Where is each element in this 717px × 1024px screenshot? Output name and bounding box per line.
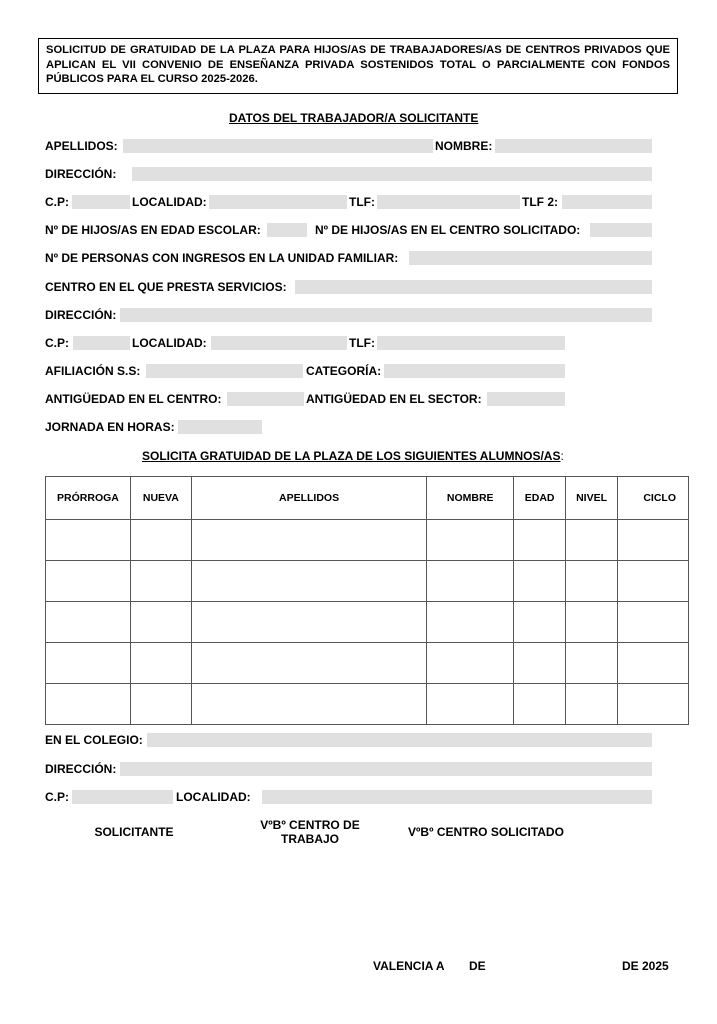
direccion-field[interactable] [132,167,652,181]
cp-label: C.P: [45,195,69,209]
table-cell[interactable] [566,520,618,561]
direccion-colegio-field[interactable] [120,762,652,776]
table-cell[interactable] [191,643,426,684]
colegio-field[interactable] [147,733,652,747]
firma-solicitante: SOLICITANTE [94,825,174,839]
tlf-centro-label: TLF: [349,336,375,350]
nombre-label: NOMBRE: [435,139,493,153]
cp-centro-field[interactable] [73,336,130,350]
categoria-field[interactable] [384,364,565,378]
table-cell[interactable] [191,520,426,561]
tlf2-field[interactable] [562,195,652,209]
localidad-centro-field[interactable] [211,336,347,350]
apellidos-field[interactable] [123,139,433,153]
table-cell[interactable] [514,684,566,725]
nombre-field[interactable] [495,139,652,153]
table-cell[interactable] [130,684,191,725]
table-cell[interactable] [566,561,618,602]
colegio-label: EN EL COLEGIO: [45,733,143,747]
fecha-de-mes: DE [469,959,486,973]
cp-colegio-field[interactable] [72,790,173,804]
alumnos-title-colon: : [560,449,564,463]
table-cell[interactable] [618,643,689,684]
localidad-label: LOCALIDAD: [132,195,207,209]
table-cell[interactable] [427,684,514,725]
alumnos-table [45,476,689,725]
table-cell[interactable] [618,684,689,725]
localidad-centro-label: LOCALIDAD: [132,336,207,350]
table-cell[interactable] [46,602,131,643]
table-cell[interactable] [514,520,566,561]
firma-centro-trabajo-line2: TRABAJO [280,832,339,846]
apellidos-label: APELLIDOS: [45,139,118,153]
form-title-box [38,38,678,94]
table-row [46,602,689,643]
personas-ingresos-label: Nº DE PERSONAS CON INGRESOS EN LA UNIDAD FAMILIAR: [45,251,399,265]
table-cell[interactable] [566,602,618,643]
firma-centro-trabajo [240,818,380,846]
firma-centro-solicitado: VºBº CENTRO SOLICITADO [408,825,564,839]
table-cell[interactable] [427,520,514,561]
table-cell[interactable] [130,602,191,643]
jornada-field[interactable] [178,420,262,434]
table-cell[interactable] [618,602,689,643]
direccion-label: DIRECCIÓN: [45,167,117,181]
personas-ingresos-field[interactable] [409,251,652,265]
table-cell[interactable] [618,561,689,602]
localidad-colegio-field[interactable] [262,790,652,804]
table-row [46,520,689,561]
direccion-centro-field[interactable] [120,308,652,322]
antiguedad-sector-label: ANTIGÜEDAD EN EL SECTOR: [306,392,482,406]
cp-field[interactable] [72,195,130,209]
centro-presta-label: CENTRO EN EL QUE PRESTA SERVICIOS: [45,280,287,294]
hijos-centro-label: Nº DE HIJOS/AS EN EL CENTRO SOLICITADO: [315,223,581,237]
table-cell[interactable] [427,643,514,684]
jornada-label: JORNADA EN HORAS: [45,420,175,434]
table-cell[interactable] [566,684,618,725]
table-row [46,643,689,684]
tlf2-label: TLF 2: [522,195,558,209]
hijos-centro-field[interactable] [590,223,652,237]
afiliacion-field[interactable] [146,364,303,378]
table-cell[interactable] [427,561,514,602]
form-title: SOLICITUD DE GRATUIDAD DE LA PLAZA PARA HIJOS/AS DE TRABAJADORES/AS DE CENTROS PRIVADOS QUE APLICAN EL VII CONVENIO DE ENSEÑANZA PRIVADA SOSTENIDOS TOTAL O PARCIALMENTE CON FONDOS PÚBLICOS PARA EL CURSO 2025-2026. [46,44,670,85]
hijos-edad-field[interactable] [267,223,307,237]
table-cell[interactable] [46,643,131,684]
antiguedad-sector-field[interactable] [487,392,565,406]
table-cell[interactable] [46,520,131,561]
col-apellidos: APELLIDOS [191,477,426,520]
alumnos-title-text: SOLICITA GRATUIDAD DE LA PLAZA DE LOS SIGUIENTES ALUMNOS/AS [142,449,561,463]
table-cell[interactable] [130,643,191,684]
table-cell[interactable] [191,561,426,602]
col-ciclo: CICLO [618,477,689,520]
cp-colegio-label: C.P: [45,790,69,804]
fecha-valencia: VALENCIA A [373,959,445,973]
categoria-label: CATEGORÍA: [306,364,382,378]
col-nivel: NIVEL [566,477,618,520]
tlf-field[interactable] [377,195,520,209]
afiliacion-label: AFILIACIÓN S.S: [45,364,141,378]
table-cell[interactable] [130,520,191,561]
table-cell[interactable] [427,602,514,643]
table-cell[interactable] [514,602,566,643]
col-prorroga: PRÓRROGA [46,477,131,520]
direccion-centro-label: DIRECCIÓN: [45,308,117,322]
localidad-field[interactable] [209,195,347,209]
cp-centro-label: C.P: [45,336,69,350]
table-row [46,561,689,602]
hijos-edad-label: Nº DE HIJOS/AS EN EDAD ESCOLAR: [45,223,261,237]
table-cell[interactable] [46,561,131,602]
table-cell[interactable] [514,643,566,684]
section-title-alumnos [142,449,564,463]
col-edad: EDAD [514,477,566,520]
table-cell[interactable] [566,643,618,684]
direccion-colegio-label: DIRECCIÓN: [45,762,117,776]
localidad-colegio-label: LOCALIDAD: [176,790,251,804]
tlf-centro-field[interactable] [377,336,565,350]
antiguedad-centro-label: ANTIGÜEDAD EN EL CENTRO: [45,392,222,406]
table-cell[interactable] [618,520,689,561]
table-header-row [46,477,689,520]
section-title-trabajador: DATOS DEL TRABAJADOR/A SOLICITANTE [229,111,479,125]
table-cell[interactable] [191,602,426,643]
antiguedad-centro-field[interactable] [227,392,304,406]
fecha-de-anio: DE 2025 [622,959,669,973]
tlf-label: TLF: [349,195,375,209]
table-cell[interactable] [46,684,131,725]
table-cell[interactable] [130,561,191,602]
table-row [46,684,689,725]
table-cell[interactable] [514,561,566,602]
col-nueva: NUEVA [130,477,191,520]
table-cell[interactable] [191,684,426,725]
centro-presta-field[interactable] [295,280,652,294]
col-nombre: NOMBRE [427,477,514,520]
firma-centro-trabajo-line1: VºBº CENTRO DE [260,818,360,832]
